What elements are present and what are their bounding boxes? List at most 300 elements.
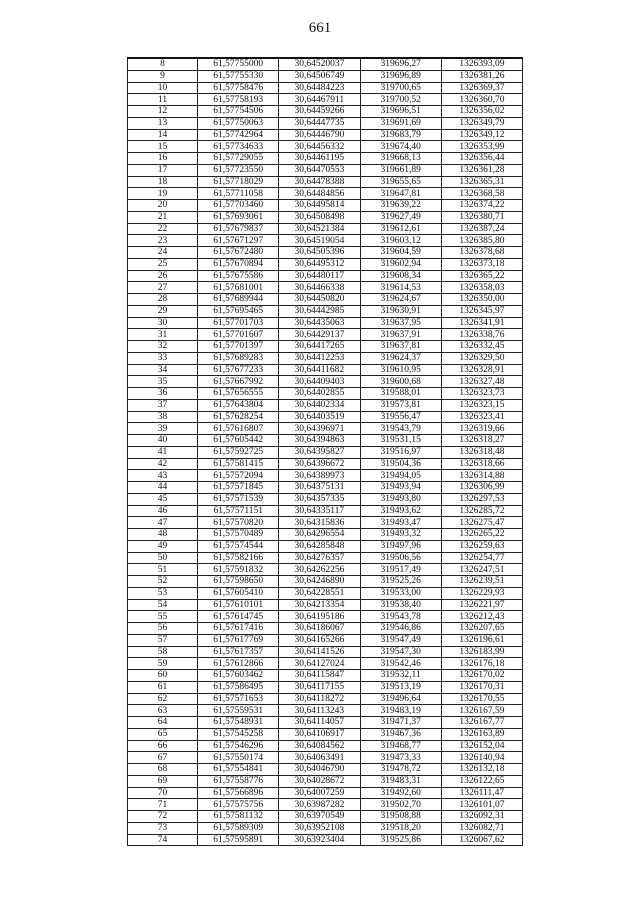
table-row <box>128 822 523 834</box>
point-number-cell: 44 <box>128 482 198 494</box>
x-coordinate-cell: 319533,00 <box>360 587 441 599</box>
latitude-cell: 61,57718029 <box>198 176 279 188</box>
latitude-cell: 61,57677233 <box>198 364 279 376</box>
table-row <box>128 58 523 70</box>
x-coordinate-cell: 319647,81 <box>360 188 441 200</box>
y-coordinate-cell: 1326329,50 <box>441 352 522 364</box>
x-coordinate-cell: 319683,79 <box>360 129 441 141</box>
longitude-cell: 30,64106917 <box>279 728 360 740</box>
latitude-cell: 61,57559531 <box>198 705 279 717</box>
longitude-cell: 30,64495814 <box>279 200 360 212</box>
x-coordinate-cell: 319525,86 <box>360 834 441 846</box>
longitude-cell: 30,64402855 <box>279 388 360 400</box>
point-number-cell: 71 <box>128 799 198 811</box>
longitude-cell: 30,64396971 <box>279 423 360 435</box>
y-coordinate-cell: 1326318,66 <box>441 458 522 470</box>
point-number-cell: 64 <box>128 717 198 729</box>
y-coordinate-cell: 1326361,28 <box>441 164 522 176</box>
longitude-cell: 30,64519054 <box>279 235 360 247</box>
x-coordinate-cell: 319493,80 <box>360 493 441 505</box>
longitude-cell: 30,64165266 <box>279 634 360 646</box>
point-number-cell: 11 <box>128 94 198 106</box>
x-coordinate-cell: 319655,65 <box>360 176 441 188</box>
y-coordinate-cell: 1326259,63 <box>441 540 522 552</box>
table-row <box>128 529 523 541</box>
x-coordinate-cell: 319668,13 <box>360 153 441 165</box>
point-number-cell: 60 <box>128 670 198 682</box>
latitude-cell: 61,57670894 <box>198 258 279 270</box>
x-coordinate-cell: 319600,68 <box>360 376 441 388</box>
point-number-cell: 46 <box>128 505 198 517</box>
table-row <box>128 317 523 329</box>
x-coordinate-cell: 319525,26 <box>360 576 441 588</box>
x-coordinate-cell: 319497,96 <box>360 540 441 552</box>
coordinates-table <box>127 57 523 846</box>
point-number-cell: 54 <box>128 599 198 611</box>
longitude-cell: 30,64141526 <box>279 646 360 658</box>
x-coordinate-cell: 319588,01 <box>360 388 441 400</box>
point-number-cell: 66 <box>128 740 198 752</box>
longitude-cell: 30,64521384 <box>279 223 360 235</box>
table-row <box>128 599 523 611</box>
x-coordinate-cell: 319467,36 <box>360 728 441 740</box>
point-number-cell: 49 <box>128 540 198 552</box>
x-coordinate-cell: 319504,36 <box>360 458 441 470</box>
latitude-cell: 61,57612866 <box>198 658 279 670</box>
point-number-cell: 58 <box>128 646 198 658</box>
point-number-cell: 42 <box>128 458 198 470</box>
latitude-cell: 61,57570820 <box>198 517 279 529</box>
latitude-cell: 61,57693061 <box>198 211 279 223</box>
point-number-cell: 70 <box>128 787 198 799</box>
y-coordinate-cell: 1326265,22 <box>441 529 522 541</box>
table-row <box>128 646 523 658</box>
latitude-cell: 61,57689283 <box>198 352 279 364</box>
x-coordinate-cell: 319517,49 <box>360 564 441 576</box>
x-coordinate-cell: 319630,91 <box>360 305 441 317</box>
longitude-cell: 30,64412253 <box>279 352 360 364</box>
latitude-cell: 61,57695465 <box>198 305 279 317</box>
latitude-cell: 61,57595891 <box>198 834 279 846</box>
point-number-cell: 14 <box>128 129 198 141</box>
point-number-cell: 38 <box>128 411 198 423</box>
table-row <box>128 775 523 787</box>
point-number-cell: 20 <box>128 200 198 212</box>
x-coordinate-cell: 319639,22 <box>360 200 441 212</box>
longitude-cell: 30,64506749 <box>279 70 360 82</box>
latitude-cell: 61,57581132 <box>198 811 279 823</box>
table-row <box>128 176 523 188</box>
y-coordinate-cell: 1326140,94 <box>441 752 522 764</box>
latitude-cell: 61,57671297 <box>198 235 279 247</box>
y-coordinate-cell: 1326254,77 <box>441 552 522 564</box>
latitude-cell: 61,57591832 <box>198 564 279 576</box>
latitude-cell: 61,57574544 <box>198 540 279 552</box>
longitude-cell: 30,64117155 <box>279 681 360 693</box>
longitude-cell: 30,64357335 <box>279 493 360 505</box>
latitude-cell: 61,57711058 <box>198 188 279 200</box>
longitude-cell: 30,64411682 <box>279 364 360 376</box>
point-number-cell: 27 <box>128 282 198 294</box>
longitude-cell: 30,64084562 <box>279 740 360 752</box>
x-coordinate-cell: 319538,40 <box>360 599 441 611</box>
longitude-cell: 30,64508498 <box>279 211 360 223</box>
table-row <box>128 223 523 235</box>
x-coordinate-cell: 319610,95 <box>360 364 441 376</box>
point-number-cell: 57 <box>128 634 198 646</box>
table-row <box>128 693 523 705</box>
latitude-cell: 61,57589309 <box>198 822 279 834</box>
table-row <box>128 141 523 153</box>
table-row <box>128 482 523 494</box>
longitude-cell: 30,64028672 <box>279 775 360 787</box>
point-number-cell: 61 <box>128 681 198 693</box>
x-coordinate-cell: 319471,37 <box>360 717 441 729</box>
y-coordinate-cell: 1326332,45 <box>441 341 522 353</box>
x-coordinate-cell: 319493,62 <box>360 505 441 517</box>
point-number-cell: 12 <box>128 106 198 118</box>
y-coordinate-cell: 1326221,97 <box>441 599 522 611</box>
table-row <box>128 82 523 94</box>
longitude-cell: 30,64409403 <box>279 376 360 388</box>
point-number-cell: 39 <box>128 423 198 435</box>
x-coordinate-cell: 319516,97 <box>360 446 441 458</box>
x-coordinate-cell: 319614,53 <box>360 282 441 294</box>
longitude-cell: 30,64113243 <box>279 705 360 717</box>
longitude-cell: 30,64285848 <box>279 540 360 552</box>
longitude-cell: 30,64262256 <box>279 564 360 576</box>
table-row <box>128 764 523 776</box>
longitude-cell: 30,64375131 <box>279 482 360 494</box>
y-coordinate-cell: 1326176,18 <box>441 658 522 670</box>
longitude-cell: 30,64435063 <box>279 317 360 329</box>
y-coordinate-cell: 1326306,99 <box>441 482 522 494</box>
x-coordinate-cell: 319513,19 <box>360 681 441 693</box>
x-coordinate-cell: 319624,37 <box>360 352 441 364</box>
x-coordinate-cell: 319543,78 <box>360 611 441 623</box>
latitude-cell: 61,57701703 <box>198 317 279 329</box>
table-row <box>128 681 523 693</box>
table-row <box>128 470 523 482</box>
longitude-cell: 30,64480117 <box>279 270 360 282</box>
longitude-cell: 30,64315836 <box>279 517 360 529</box>
y-coordinate-cell: 1326350,00 <box>441 294 522 306</box>
table-row <box>128 552 523 564</box>
longitude-cell: 30,64395827 <box>279 446 360 458</box>
table-row <box>128 717 523 729</box>
longitude-cell: 30,64118272 <box>279 693 360 705</box>
table-row <box>128 587 523 599</box>
point-number-cell: 62 <box>128 693 198 705</box>
point-number-cell: 73 <box>128 822 198 834</box>
longitude-cell: 30,64470553 <box>279 164 360 176</box>
longitude-cell: 30,64461195 <box>279 153 360 165</box>
longitude-cell: 30,64484856 <box>279 188 360 200</box>
longitude-cell: 30,64403519 <box>279 411 360 423</box>
latitude-cell: 61,57675586 <box>198 270 279 282</box>
point-number-cell: 16 <box>128 153 198 165</box>
latitude-cell: 61,57545258 <box>198 728 279 740</box>
table-row <box>128 787 523 799</box>
y-coordinate-cell: 1326092,31 <box>441 811 522 823</box>
table-row <box>128 188 523 200</box>
latitude-cell: 61,57550174 <box>198 752 279 764</box>
y-coordinate-cell: 1326170,02 <box>441 670 522 682</box>
y-coordinate-cell: 1326212,43 <box>441 611 522 623</box>
x-coordinate-cell: 319696,89 <box>360 70 441 82</box>
x-coordinate-cell: 319661,89 <box>360 164 441 176</box>
table-row <box>128 70 523 82</box>
latitude-cell: 61,57742964 <box>198 129 279 141</box>
table-row <box>128 423 523 435</box>
latitude-cell: 61,57734633 <box>198 141 279 153</box>
latitude-cell: 61,57572094 <box>198 470 279 482</box>
longitude-cell: 30,63923404 <box>279 834 360 846</box>
table-row <box>128 435 523 447</box>
longitude-cell: 30,64484223 <box>279 82 360 94</box>
x-coordinate-cell: 319478,72 <box>360 764 441 776</box>
longitude-cell: 30,64007259 <box>279 787 360 799</box>
y-coordinate-cell: 1326122,65 <box>441 775 522 787</box>
y-coordinate-cell: 1326381,26 <box>441 70 522 82</box>
x-coordinate-cell: 319637,81 <box>360 341 441 353</box>
x-coordinate-cell: 319696,27 <box>360 58 441 70</box>
x-coordinate-cell: 319547,30 <box>360 646 441 658</box>
table-row <box>128 164 523 176</box>
point-number-cell: 50 <box>128 552 198 564</box>
table-row <box>128 153 523 165</box>
table-row <box>128 658 523 670</box>
table-row <box>128 446 523 458</box>
table-row <box>128 258 523 270</box>
x-coordinate-cell: 319700,52 <box>360 94 441 106</box>
y-coordinate-cell: 1326356,02 <box>441 106 522 118</box>
longitude-cell: 30,64478388 <box>279 176 360 188</box>
table-row <box>128 623 523 635</box>
point-number-cell: 33 <box>128 352 198 364</box>
longitude-cell: 30,64389973 <box>279 470 360 482</box>
longitude-cell: 30,63952108 <box>279 822 360 834</box>
latitude-cell: 61,57755330 <box>198 70 279 82</box>
table-row <box>128 705 523 717</box>
y-coordinate-cell: 1326349,79 <box>441 117 522 129</box>
longitude-cell: 30,64467911 <box>279 94 360 106</box>
latitude-cell: 61,57755000 <box>198 58 279 70</box>
y-coordinate-cell: 1326369,37 <box>441 82 522 94</box>
x-coordinate-cell: 319612,61 <box>360 223 441 235</box>
y-coordinate-cell: 1326374,22 <box>441 200 522 212</box>
longitude-cell: 30,64063491 <box>279 752 360 764</box>
x-coordinate-cell: 319496,64 <box>360 693 441 705</box>
latitude-cell: 61,57723550 <box>198 164 279 176</box>
table-row <box>128 94 523 106</box>
point-number-cell: 55 <box>128 611 198 623</box>
x-coordinate-cell: 319493,94 <box>360 482 441 494</box>
x-coordinate-cell: 319483,19 <box>360 705 441 717</box>
y-coordinate-cell: 1326111,47 <box>441 787 522 799</box>
latitude-cell: 61,57581415 <box>198 458 279 470</box>
y-coordinate-cell: 1326167,59 <box>441 705 522 717</box>
y-coordinate-cell: 1326358,03 <box>441 282 522 294</box>
longitude-cell: 30,64114057 <box>279 717 360 729</box>
x-coordinate-cell: 319547,49 <box>360 634 441 646</box>
table-row <box>128 341 523 353</box>
latitude-cell: 61,57610101 <box>198 599 279 611</box>
latitude-cell: 61,57703460 <box>198 200 279 212</box>
table-row <box>128 106 523 118</box>
latitude-cell: 61,57681001 <box>198 282 279 294</box>
latitude-cell: 61,57554841 <box>198 764 279 776</box>
table-row <box>128 388 523 400</box>
point-number-cell: 22 <box>128 223 198 235</box>
y-coordinate-cell: 1326196,61 <box>441 634 522 646</box>
point-number-cell: 56 <box>128 623 198 635</box>
x-coordinate-cell: 319492,60 <box>360 787 441 799</box>
latitude-cell: 61,57617357 <box>198 646 279 658</box>
x-coordinate-cell: 319627,49 <box>360 211 441 223</box>
table-row <box>128 834 523 846</box>
y-coordinate-cell: 1326067,62 <box>441 834 522 846</box>
point-number-cell: 52 <box>128 576 198 588</box>
table-row <box>128 458 523 470</box>
y-coordinate-cell: 1326170,55 <box>441 693 522 705</box>
latitude-cell: 61,57643804 <box>198 399 279 411</box>
y-coordinate-cell: 1326393,09 <box>441 58 522 70</box>
x-coordinate-cell: 319637,95 <box>360 317 441 329</box>
latitude-cell: 61,57558776 <box>198 775 279 787</box>
x-coordinate-cell: 319508,88 <box>360 811 441 823</box>
point-number-cell: 48 <box>128 529 198 541</box>
longitude-cell: 30,64459266 <box>279 106 360 118</box>
table-row <box>128 200 523 212</box>
x-coordinate-cell: 319624,67 <box>360 294 441 306</box>
y-coordinate-cell: 1326207,65 <box>441 623 522 635</box>
y-coordinate-cell: 1326229,93 <box>441 587 522 599</box>
y-coordinate-cell: 1326275,47 <box>441 517 522 529</box>
x-coordinate-cell: 319532,11 <box>360 670 441 682</box>
point-number-cell: 8 <box>128 58 198 70</box>
y-coordinate-cell: 1326380,71 <box>441 211 522 223</box>
point-number-cell: 19 <box>128 188 198 200</box>
x-coordinate-cell: 319483,31 <box>360 775 441 787</box>
x-coordinate-cell: 319674,40 <box>360 141 441 153</box>
longitude-cell: 30,64276357 <box>279 552 360 564</box>
table-row <box>128 634 523 646</box>
latitude-cell: 61,57571151 <box>198 505 279 517</box>
y-coordinate-cell: 1326170,31 <box>441 681 522 693</box>
latitude-cell: 61,57667992 <box>198 376 279 388</box>
latitude-cell: 61,57701607 <box>198 329 279 341</box>
longitude-cell: 30,64402334 <box>279 399 360 411</box>
table-row <box>128 294 523 306</box>
table-row <box>128 270 523 282</box>
latitude-cell: 61,57729055 <box>198 153 279 165</box>
latitude-cell: 61,57548931 <box>198 717 279 729</box>
table-row <box>128 564 523 576</box>
longitude-cell: 30,64335117 <box>279 505 360 517</box>
table-row <box>128 670 523 682</box>
point-number-cell: 32 <box>128 341 198 353</box>
y-coordinate-cell: 1326082,71 <box>441 822 522 834</box>
y-coordinate-cell: 1326387,24 <box>441 223 522 235</box>
table-row <box>128 493 523 505</box>
latitude-cell: 61,57571539 <box>198 493 279 505</box>
point-number-cell: 43 <box>128 470 198 482</box>
y-coordinate-cell: 1326319,66 <box>441 423 522 435</box>
x-coordinate-cell: 319502,70 <box>360 799 441 811</box>
x-coordinate-cell: 319602,94 <box>360 258 441 270</box>
x-coordinate-cell: 319696,51 <box>360 106 441 118</box>
table-row <box>128 752 523 764</box>
point-number-cell: 18 <box>128 176 198 188</box>
x-coordinate-cell: 319473,33 <box>360 752 441 764</box>
point-number-cell: 51 <box>128 564 198 576</box>
latitude-cell: 61,57617769 <box>198 634 279 646</box>
point-number-cell: 34 <box>128 364 198 376</box>
latitude-cell: 61,57656555 <box>198 388 279 400</box>
point-number-cell: 67 <box>128 752 198 764</box>
longitude-cell: 30,64446790 <box>279 129 360 141</box>
latitude-cell: 61,57605410 <box>198 587 279 599</box>
y-coordinate-cell: 1326323,41 <box>441 411 522 423</box>
y-coordinate-cell: 1326378,68 <box>441 247 522 259</box>
y-coordinate-cell: 1326152,04 <box>441 740 522 752</box>
point-number-cell: 30 <box>128 317 198 329</box>
y-coordinate-cell: 1326101,07 <box>441 799 522 811</box>
longitude-cell: 30,64495312 <box>279 258 360 270</box>
y-coordinate-cell: 1326318,48 <box>441 446 522 458</box>
table-row <box>128 611 523 623</box>
y-coordinate-cell: 1326247,51 <box>441 564 522 576</box>
table-row <box>128 740 523 752</box>
latitude-cell: 61,57571845 <box>198 482 279 494</box>
longitude-cell: 30,64394863 <box>279 435 360 447</box>
x-coordinate-cell: 319637,91 <box>360 329 441 341</box>
table-row <box>128 352 523 364</box>
point-number-cell: 29 <box>128 305 198 317</box>
table-row <box>128 540 523 552</box>
table-row <box>128 117 523 129</box>
latitude-cell: 61,57701397 <box>198 341 279 353</box>
point-number-cell: 21 <box>128 211 198 223</box>
x-coordinate-cell: 319691,69 <box>360 117 441 129</box>
table-row <box>128 247 523 259</box>
point-number-cell: 17 <box>128 164 198 176</box>
point-number-cell: 26 <box>128 270 198 282</box>
latitude-cell: 61,57592725 <box>198 446 279 458</box>
table-row <box>128 576 523 588</box>
point-number-cell: 15 <box>128 141 198 153</box>
longitude-cell: 30,64456332 <box>279 141 360 153</box>
latitude-cell: 61,57603462 <box>198 670 279 682</box>
point-number-cell: 25 <box>128 258 198 270</box>
table-row <box>128 129 523 141</box>
y-coordinate-cell: 1326132,18 <box>441 764 522 776</box>
latitude-cell: 61,57617416 <box>198 623 279 635</box>
y-coordinate-cell: 1326328,91 <box>441 364 522 376</box>
longitude-cell: 30,64186067 <box>279 623 360 635</box>
point-number-cell: 36 <box>128 388 198 400</box>
latitude-cell: 61,57750063 <box>198 117 279 129</box>
point-number-cell: 69 <box>128 775 198 787</box>
y-coordinate-cell: 1326385,80 <box>441 235 522 247</box>
point-number-cell: 23 <box>128 235 198 247</box>
point-number-cell: 10 <box>128 82 198 94</box>
x-coordinate-cell: 319518,20 <box>360 822 441 834</box>
x-coordinate-cell: 319494,05 <box>360 470 441 482</box>
latitude-cell: 61,57614745 <box>198 611 279 623</box>
x-coordinate-cell: 319556,47 <box>360 411 441 423</box>
